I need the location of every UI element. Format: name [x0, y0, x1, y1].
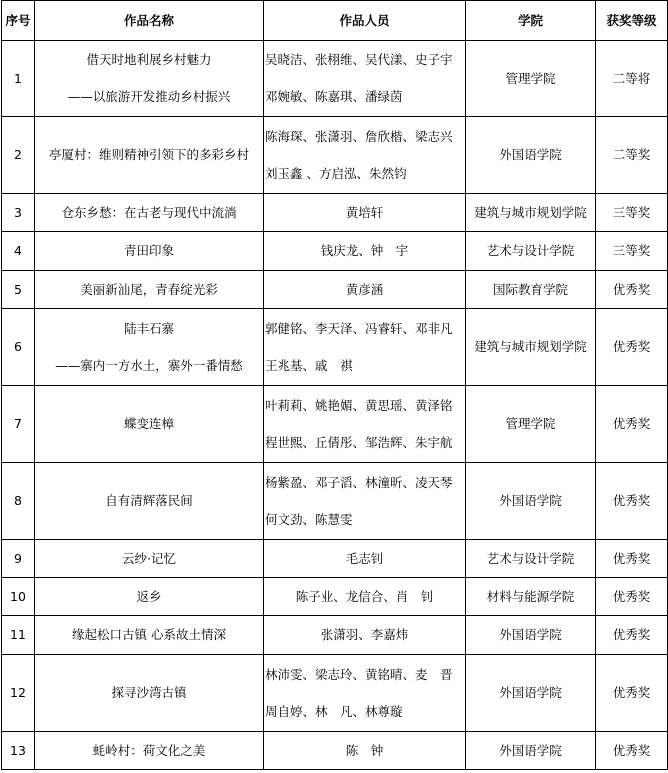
work-title: 亭厦村：维则精神引领下的多彩乡村: [48, 147, 249, 162]
members-line: 何文劲、陈慧雯: [265, 511, 353, 527]
college-cell: 外国语学院: [466, 463, 596, 540]
row-number: 11: [2, 616, 35, 655]
members-cell: [264, 386, 466, 463]
college-cell: 建筑与城市规划学院: [466, 309, 596, 386]
members-line: 陈海琛、张潇羽、詹欣楷、梁志兴: [265, 128, 453, 144]
members-line: 张潇羽、李嘉炜: [320, 627, 409, 642]
award-level-cell: 优秀奖: [596, 271, 668, 309]
work-title-cell: [35, 540, 264, 578]
table-row: [2, 463, 668, 540]
work-title: 自有清辉落民间: [105, 493, 193, 508]
college-cell: 外国语学院: [466, 655, 596, 732]
work-title-cell: [35, 271, 264, 309]
work-title-cell: [35, 732, 264, 770]
work-title-cell: [35, 309, 264, 386]
award-level-cell: 优秀奖: [596, 616, 668, 655]
members-line: 邓婉敏、陈嘉琪、潘绿茵: [265, 89, 403, 104]
members-cell: [264, 616, 466, 655]
college-cell: 材料与能源学院: [466, 578, 596, 616]
work-title-cell: [35, 232, 264, 271]
work-title: 仓东乡愁：在古老与现代中流淌: [61, 204, 237, 220]
work-title: 蝶变连樟: [123, 416, 174, 431]
work-title: 缘起松口古镇 心系故土情深: [72, 627, 226, 642]
award-level-cell: 优秀奖: [596, 732, 668, 770]
table-row: [2, 540, 668, 578]
row-number: 5: [2, 271, 35, 309]
award-level-cell: 优秀奖: [596, 386, 668, 463]
header-row: [2, 1, 668, 41]
members-cell: [264, 463, 466, 540]
row-number: 4: [2, 232, 35, 271]
college-cell: 外国语学院: [466, 732, 596, 770]
work-title-cell: [35, 194, 264, 232]
row-number: 9: [2, 540, 35, 578]
members-line: 黄培轩: [345, 204, 384, 220]
row-number: 13: [2, 732, 35, 770]
members-line: 程世熙、丘倩彤、邹浩辉、朱宇航: [265, 434, 453, 450]
header-college: 学院: [466, 1, 596, 41]
award-level-cell: 优秀奖: [596, 309, 668, 386]
work-title: 返乡: [136, 588, 162, 604]
work-title-cell: [35, 616, 264, 655]
row-number: 10: [2, 578, 35, 616]
work-title-cell: [35, 41, 264, 117]
members-line: 陈 钟: [345, 742, 384, 758]
members-cell: [264, 117, 466, 194]
row-number: 1: [2, 41, 35, 117]
award-level-cell: 优秀奖: [596, 655, 668, 732]
table-row: [2, 41, 668, 117]
row-number: 12: [2, 655, 35, 732]
members-cell: [264, 41, 466, 117]
row-number: 6: [2, 309, 35, 386]
members-line: 王兆基、戚 祺: [265, 357, 353, 373]
members-line: 陈子业、龙信合、肖 钊: [295, 588, 434, 604]
row-number: 3: [2, 194, 35, 232]
work-title: 探寻沙湾古镇: [111, 685, 187, 700]
college-cell: 建筑与城市规划学院: [466, 194, 596, 232]
members-line: 刘玉鑫 、方启泓、朱然钧: [265, 165, 407, 181]
members-line: 黄彦涵: [345, 281, 384, 297]
table-row: [2, 616, 668, 655]
college-cell: 国际教育学院: [466, 271, 596, 309]
table-row: [2, 271, 668, 309]
awards-table: [1, 0, 668, 770]
award-level-cell: 优秀奖: [596, 578, 668, 616]
table-row: [2, 732, 668, 770]
row-number: 8: [2, 463, 35, 540]
award-level-cell: 二等将: [596, 41, 668, 117]
members-cell: [264, 655, 466, 732]
work-title: 陆丰石寨: [123, 320, 174, 336]
award-level-cell: 优秀奖: [596, 463, 668, 540]
header-title: 作品名称: [35, 1, 264, 41]
work-title: 蚝岭村：荷文化之美: [92, 742, 206, 758]
table-row: [2, 194, 668, 232]
members-cell: [264, 232, 466, 271]
members-line: 周自婷、林 凡、林尊璇: [265, 703, 403, 719]
work-title-cell: [35, 117, 264, 194]
college-cell: 艺术与设计学院: [466, 232, 596, 271]
table-header: [2, 1, 668, 41]
college-cell: 艺术与设计学院: [466, 540, 596, 578]
members-line: 吴晓洁、张栩维、吴代漾、史子宇: [265, 52, 453, 67]
members-cell: [264, 271, 466, 309]
table-row: [2, 386, 668, 463]
table-row: [2, 655, 668, 732]
table-row: [2, 117, 668, 194]
header-number: 序号: [2, 1, 35, 41]
members-line: 毛志钊: [345, 550, 384, 566]
work-title: 借天时地利展乡村魅力: [86, 52, 212, 67]
table-body: [2, 41, 668, 770]
members-line: 叶莉莉、姚艳媚、黄思瑶、黄泽铭: [265, 397, 453, 413]
award-level-cell: 二等奖: [596, 117, 668, 194]
table-row: [2, 309, 668, 386]
college-cell: 管理学院: [466, 386, 596, 463]
members-cell: [264, 194, 466, 232]
table-row: [2, 232, 668, 271]
work-title: 美丽新汕尾，青春绽光彩: [80, 281, 218, 297]
row-number: 2: [2, 117, 35, 194]
work-title: 云纱·记忆: [122, 550, 176, 566]
award-level-cell: 三等奖: [596, 194, 668, 232]
row-number: 7: [2, 386, 35, 463]
members-line: 钱庆龙、钟 宇: [320, 243, 409, 258]
work-title-cell: [35, 463, 264, 540]
award-level-cell: 三等奖: [596, 232, 668, 271]
work-title: ——以旅游开发推动乡村振兴: [67, 89, 231, 104]
college-cell: 管理学院: [466, 41, 596, 117]
college-cell: 外国语学院: [466, 616, 596, 655]
members-cell: [264, 540, 466, 578]
members-line: 郭健铭、李天泽、冯睿轩、邓非凡: [265, 320, 453, 336]
work-title: 青田印象: [123, 243, 174, 258]
members-line: 林沛雯、梁志玲、黄铭晴、麦 晋: [265, 666, 453, 682]
members-cell: [264, 309, 466, 386]
members-cell: [264, 732, 466, 770]
work-title: ——寨内一方水土，寨外一番情愁: [55, 357, 243, 373]
header-members: 作品人员: [264, 1, 466, 41]
header-award: 获奖等级: [596, 1, 668, 41]
table-row: [2, 578, 668, 616]
work-title-cell: [35, 386, 264, 463]
award-level-cell: 优秀奖: [596, 540, 668, 578]
work-title-cell: [35, 655, 264, 732]
members-cell: [264, 578, 466, 616]
college-cell: 外国语学院: [466, 117, 596, 194]
work-title-cell: [35, 578, 264, 616]
members-line: 杨紫盈、邓子滔、林潼昕、凌天琴: [265, 474, 453, 490]
